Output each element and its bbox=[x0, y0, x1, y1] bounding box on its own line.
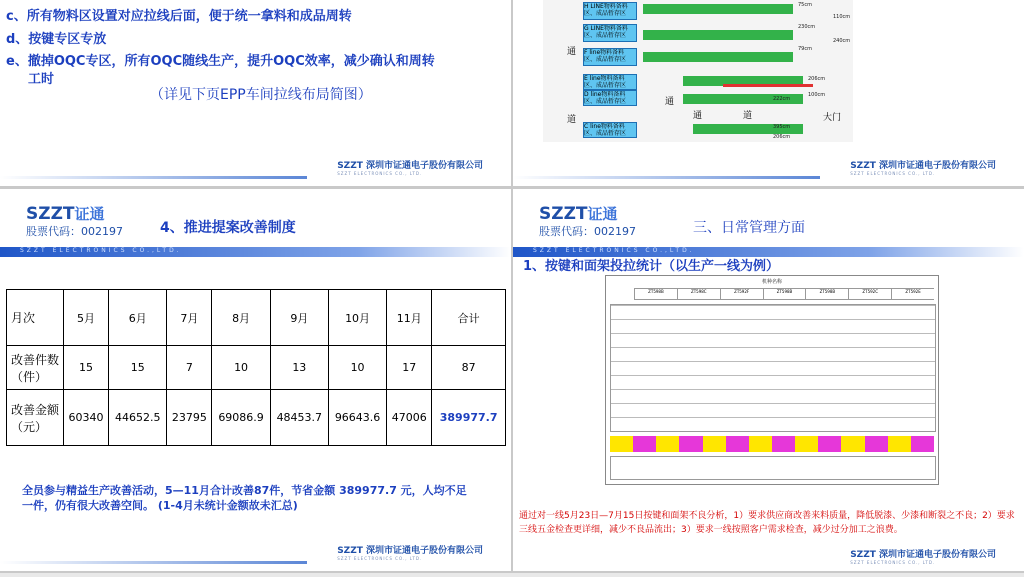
line-g-area: G LINE物料备料区、成品暂存区 bbox=[583, 24, 637, 42]
bullet-c: c、所有物料区设置对应拉线后面，便于统一拿料和成品周转 bbox=[6, 9, 352, 24]
highlight-cell bbox=[633, 436, 656, 452]
bullet-e: e、撤掉OQC专区，所有OQC随线生产，提升OQC效率，减少确认和周转 bbox=[6, 54, 435, 69]
bullet-d: d、按键专区专放 bbox=[6, 32, 107, 47]
aisle-label-4: 通 bbox=[693, 111, 703, 121]
layout-note: （详见下页EPP车间拉线布局简图） bbox=[150, 87, 372, 103]
slide-subtitle: 1、按键和面架投拉统计（以生产一线为例） bbox=[523, 259, 780, 274]
table-cell: 13 bbox=[270, 346, 328, 390]
highlight-cell bbox=[772, 436, 795, 452]
flow-arrow bbox=[723, 84, 813, 87]
aisle-label-3: 通 bbox=[665, 97, 675, 107]
table-cell: 7 bbox=[167, 346, 212, 390]
table-header-cell: 11月 bbox=[387, 290, 432, 346]
improvement-table bbox=[6, 289, 506, 446]
slide-3-thumbnail[interactable] bbox=[0, 189, 511, 571]
highlight-summary-row bbox=[610, 436, 934, 452]
line-g-lane bbox=[643, 30, 793, 40]
slide-title: 三、日常管理方面 bbox=[693, 220, 805, 236]
slide-title: 4、推进提案改善制度 bbox=[160, 220, 296, 236]
line-c-area: C line物料备料区、成品暂存区 bbox=[583, 122, 637, 138]
table-header-cell: 6月 bbox=[109, 290, 167, 346]
highlight-cell bbox=[795, 436, 818, 452]
bullet-e-cont: 工时 bbox=[28, 72, 55, 87]
table-cell: 23795 bbox=[167, 390, 212, 446]
slide-1-thumbnail[interactable] bbox=[0, 0, 511, 186]
table-row bbox=[7, 346, 506, 390]
footer-brand-logo: SZZT 深圳市证通电子股份有限公司 SZZT ELECTRONICS CO., LTD. bbox=[850, 161, 996, 176]
highlight-cell bbox=[888, 436, 911, 452]
dim-3: 230cm bbox=[798, 24, 816, 30]
line-e-area: E line物料备料区、成品暂存区 bbox=[583, 74, 637, 90]
table-cell: 96643.6 bbox=[328, 390, 386, 446]
table-header-cell: 合计 bbox=[432, 290, 506, 346]
table-cell: 10 bbox=[328, 346, 386, 390]
table-cell: 389977.7 bbox=[432, 390, 506, 446]
table-cell: 48453.7 bbox=[270, 390, 328, 446]
footer-accent-line bbox=[513, 176, 820, 179]
table-cell: 87 bbox=[432, 346, 506, 390]
aisle-label-5: 道 bbox=[743, 111, 753, 121]
highlight-cell bbox=[610, 436, 633, 452]
dim-4: 240cm bbox=[833, 38, 851, 44]
company-logo: SZZT证通 bbox=[26, 204, 105, 224]
model-name: ZT592C bbox=[848, 289, 891, 299]
dim-9: 395cm bbox=[773, 124, 791, 130]
table-cell: 10 bbox=[212, 346, 270, 390]
table-cell: 17 bbox=[387, 346, 432, 390]
header-band: SZZT ELECTRONICS CO.,LTD. bbox=[513, 247, 1024, 257]
dim-8: 100cm bbox=[808, 92, 826, 98]
footer-brand-logo: SZZT 深圳市证通电子股份有限公司 SZZT ELECTRONICS CO., LTD. bbox=[337, 161, 483, 176]
header-band: SZZT ELECTRONICS CO.,LTD. bbox=[0, 247, 511, 257]
highlight-cell bbox=[656, 436, 679, 452]
table-cell: 69086.9 bbox=[212, 390, 270, 446]
table-header-row bbox=[7, 290, 506, 346]
gate-label: 大门 bbox=[823, 113, 842, 123]
slide-2-thumbnail[interactable] bbox=[513, 0, 1024, 186]
sheet-total-rows bbox=[610, 456, 936, 480]
footer-accent-line bbox=[0, 176, 307, 179]
workshop-layout-diagram bbox=[543, 0, 853, 142]
model-name: ZT598B bbox=[634, 289, 677, 299]
summary-text: 全员参与精益生产改善活动，5—11月合计改善87件，节省金额 389977.7 元，人均不足一件，仍有很大改善空间。 (1-4月未统计金额故未汇总) bbox=[22, 484, 467, 512]
line-h-lane bbox=[643, 4, 793, 14]
row-label: 改善件数（件） bbox=[7, 346, 64, 390]
sheet-title: 机种名称 bbox=[761, 279, 782, 285]
defect-statistics-sheet bbox=[605, 275, 939, 485]
model-name: ZT598C bbox=[677, 289, 720, 299]
footer-brand-logo: SZZT 深圳市证通电子股份有限公司 SZZT ELECTRONICS CO., LTD. bbox=[850, 550, 996, 565]
highlight-cell bbox=[703, 436, 726, 452]
table-header-cell: 9月 bbox=[270, 290, 328, 346]
table-cell: 15 bbox=[64, 346, 109, 390]
model-name: ZT598B bbox=[805, 289, 848, 299]
line-f-area: F line物料备料区、成品暂存区 bbox=[583, 48, 637, 66]
highlight-cell bbox=[726, 436, 749, 452]
footer-accent-line bbox=[0, 561, 307, 564]
model-name: ZT598B bbox=[763, 289, 806, 299]
dim-6: 206cm bbox=[808, 76, 826, 82]
stock-code: 股票代码：002197 bbox=[26, 225, 123, 238]
company-logo: SZZT证通 bbox=[539, 204, 618, 224]
table-row bbox=[7, 390, 506, 446]
model-name: ZT592E bbox=[891, 289, 934, 299]
row-label: 改善金额（元） bbox=[7, 390, 64, 446]
table-cell: 15 bbox=[109, 346, 167, 390]
dim-5: 79cm bbox=[798, 46, 812, 52]
line-d-area: D line物料备料区、成品暂存区 bbox=[583, 90, 637, 106]
model-name: ZT592F bbox=[720, 289, 763, 299]
table-cell: 60340 bbox=[64, 390, 109, 446]
line-f-lane bbox=[643, 52, 793, 62]
next-slide-edge bbox=[0, 573, 1024, 577]
highlight-cell bbox=[841, 436, 864, 452]
dim-2: 110cm bbox=[833, 14, 851, 20]
highlight-cell bbox=[749, 436, 772, 452]
highlight-cell bbox=[865, 436, 888, 452]
table-cell: 44652.5 bbox=[109, 390, 167, 446]
table-header-cell: 10月 bbox=[328, 290, 386, 346]
dim-1: 75cm bbox=[798, 2, 812, 8]
table-header-cell: 7月 bbox=[167, 290, 212, 346]
stock-code: 股票代码：002197 bbox=[539, 225, 636, 238]
dim-7: 222cm bbox=[773, 96, 791, 102]
model-header-row bbox=[634, 288, 934, 300]
table-header-cell: 5月 bbox=[64, 290, 109, 346]
highlight-cell bbox=[818, 436, 841, 452]
line-h-area: H LINE物料备料区、成品暂存区 bbox=[583, 2, 637, 20]
footer-brand-logo: SZZT 深圳市证通电子股份有限公司 SZZT ELECTRONICS CO., LTD. bbox=[337, 546, 483, 561]
aisle-label-2: 道 bbox=[567, 115, 577, 125]
table-header-cell: 8月 bbox=[212, 290, 270, 346]
table-cell: 47006 bbox=[387, 390, 432, 446]
sheet-grid bbox=[610, 304, 936, 432]
slide-4-thumbnail[interactable] bbox=[513, 189, 1024, 571]
table-header-cell: 月次 bbox=[7, 290, 64, 346]
highlight-cell bbox=[679, 436, 702, 452]
highlight-cell bbox=[911, 436, 934, 452]
dim-10: 206cm bbox=[773, 134, 791, 140]
aisle-label-1: 通 bbox=[567, 47, 577, 57]
analysis-note: 通过对一线5月23日—7月15日按键和面架不良分析，1）要求供应商改善来料质量，降低脱漆、少漆和断裂之不良；2）要求三线五金检查更详细，减少不良品流出；3）要求一线按照客户需求检查，减少过分加工之浪费。 bbox=[519, 511, 1015, 535]
